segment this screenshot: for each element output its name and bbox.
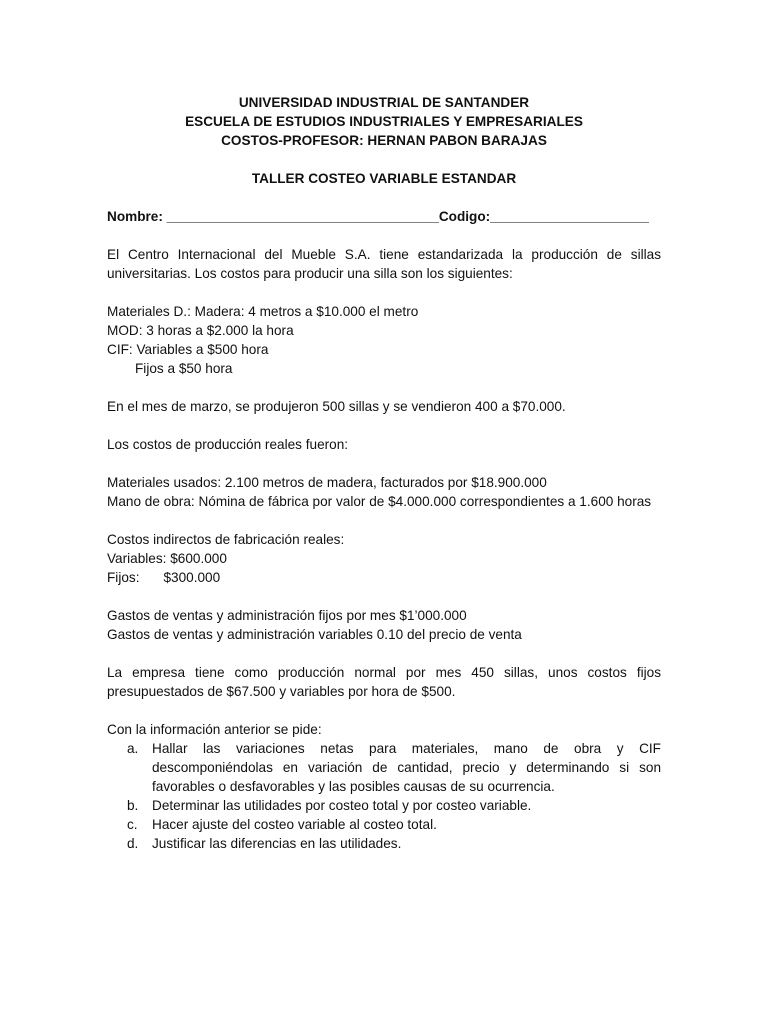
real-cif-fixed-label: Fijos: [107,570,140,585]
list-item [107,815,661,834]
school-name: ESCUELA DE ESTUDIOS INDUSTRIALES Y EMPRESARIALES [185,114,583,129]
real-labor: Mano de obra: Nómina de fábrica por valor de $4.000.000 correspondientes a 1.600 horas [107,494,652,509]
real-cif [107,530,661,587]
list-item-text: Determinar las utilidades por costeo total y por costeo variable. [152,798,532,813]
document-content [107,93,661,853]
course-professor: COSTOS-PROFESOR: HERNAN PABON BARAJAS [221,133,547,148]
selling-admin-expenses [107,606,661,644]
intro-paragraph: El Centro Internacional del Mueble S.A. tiene estandarizada la producción de sillas universitarias. Los costos para producir una silla son los siguientes: [107,247,661,281]
march-production: En el mes de marzo, se produjeron 500 sillas y se vendieron 400 a $70.000. [107,399,566,414]
real-costs-title: Los costos de producción reales fueron: [107,437,349,452]
request-line: Con la información anterior se pide: [107,722,322,737]
university-name: UNIVERSIDAD INDUSTRIAL DE SANTANDER [238,95,530,110]
list-item [107,834,661,853]
standard-cif-fixed: Fijos a $50 hora [135,361,233,376]
real-cif-fixed [107,568,661,587]
real-cif-fixed-value: $300.000 [163,570,221,585]
list-item-letter: c. [127,817,138,832]
real-cif-title: Costos indirectos de fabricación reales: [107,532,345,547]
list-item-letter: d. [127,836,139,851]
list-item-text: Justificar las diferencias en las utilidades. [152,836,402,851]
expenses-fixed: Gastos de ventas y administración fijos por mes $1’000.000 [107,608,467,623]
expenses-variable: Gastos de ventas y administración variables 0.10 del precio de venta [107,627,522,642]
standard-materials: Materiales D.: Madera: 4 metros a $10.000 el metro [107,304,419,319]
task-list [107,739,661,853]
name-code-fields: Nombre: ____________________________________Codigo:_____________________ [107,209,649,224]
standard-cif-variable: CIF: Variables a $500 hora [107,342,269,357]
list-item-text: Hallar las variaciones netas para materiales, mano de obra y CIF descomponiéndolas en variación de cantidad, precio y determinando si son favorables o desfavorables y las posibles causas de su ocurrencia. [152,741,661,794]
list-item-text: Hacer ajuste del costeo variable al costeo total. [152,817,437,832]
real-materials: Materiales usados: 2.100 metros de madera, facturados por $18.900.000 [107,475,547,490]
list-item-letter: a. [127,741,139,756]
normal-production: La empresa tiene como producción normal por mes 450 sillas, unos costos fijos presupuestados de $67.500 y variables por hora de $500. [107,665,661,699]
list-item [107,796,661,815]
standard-costs [107,302,661,378]
list-item [107,739,661,796]
list-item-letter: b. [127,798,139,813]
standard-labor: MOD: 3 horas a $2.000 la hora [107,323,294,338]
workshop-title: TALLER COSTEO VARIABLE ESTANDAR [251,171,517,186]
real-costs [107,473,661,511]
real-cif-variables: Variables: $600.000 [107,551,227,566]
